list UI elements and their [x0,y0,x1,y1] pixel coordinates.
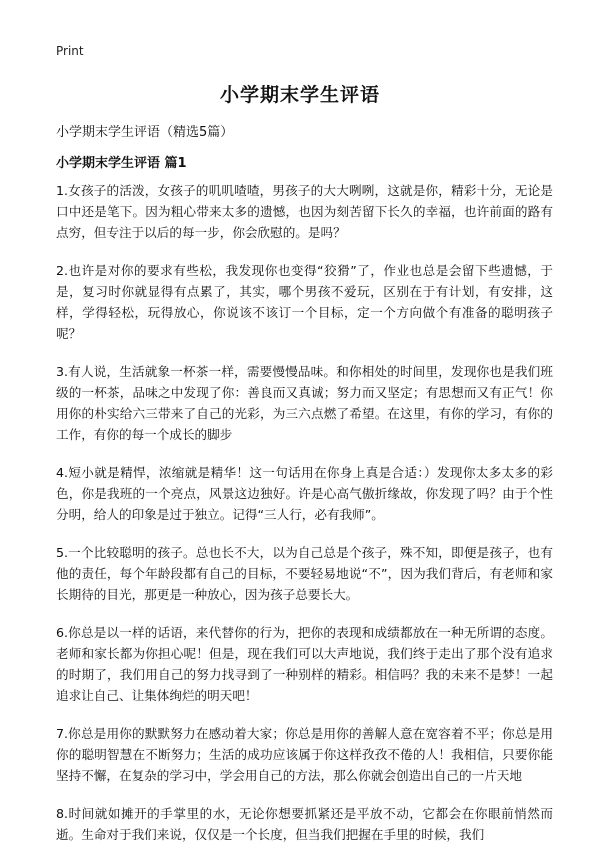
document-title: 小学期末学生评语 [219,84,380,106]
print-label[interactable]: Print [56,44,84,58]
comment-paragraph-5: 5.一个比较聪明的孩子。总也长不大，以为自己总是个孩子，殊不知，即便是孩子，也有他的责任，每个年龄段都有自己的目标，不要轻易地说“不”，因为我们背后，有老师和家长期待的目光，那更是一种放心，因为孩子总要长大。 [56,545,553,602]
comment-paragraph-4: 4.短小就是精悍，浓缩就是精华！这一句话用在你身上真是合适：）发现你太多太多的彩色，你是我班的一个亮点，风景这边独好。许是心高气傲折缘故，你发现了吗？由于个性分明，给人的印象是过于独立。记得“三人行，必有我师”。 [56,465,553,522]
comment-paragraph-7: 7.你总是用你的默默努力在感动着大家；你总是用你的善解人意在宽容着不平；你总是用你的聪明智慧在不断努力；生活的成功应该属于你这样孜孜不倦的人！我相信，只要你能坚持不懈，在复杂的学习中，学会用自己的方法，那么你就会创造出自己的一片天地 [56,726,553,783]
comment-paragraph-6: 6.你总是以一样的话语，来代替你的行为，把你的表现和成绩都放在一种无所谓的态度。老师和家长都为你担心呢！但是，现在我们可以大声地说，我们终于走出了那个没有追求的时期了，我们用自己的努力找寻到了一种别样的精彩。相信吗？我的未来不是梦！一起追求让自己、让集体绚烂的明天吧！ [56,625,553,703]
document-subtitle: 小学期末学生评语（精选5篇） [56,125,234,140]
comment-paragraph-3: 3.有人说，生活就象一杯茶一样，需要慢慢品味。和你相处的时间里，发现你也是我们班级的一杯茶，品味之中发现了你：善良而又真诚；努力而又坚定；有思想而又有正气！你用你的朴实给六三带来了自己的光彩，为三六点燃了希望。在这里，有你的学习，有你的工作，有你的每一个成长的脚步 [56,364,553,442]
comment-list [56,180,553,862]
section-heading: 小学期末学生评语 篇1 [56,156,187,171]
comment-paragraph-1: 1.女孩子的活泼，女孩子的叽叽喳喳，男孩子的大大咧咧，这就是你，精彩十分，无论是口中还是笔下。因为粗心带来太多的遗憾，也因为刻苦留下长久的幸福，也许前面的路有点穷，但专注于以后的每一步，你会欣慰的。是吗？ [56,183,553,240]
comment-paragraph-8: 8.时间就如摊开的手掌里的水，无论你想要抓紧还是平放不动，它都会在你眼前悄然而逝。生命对于我们来说，仅仅是一个长度，但当我们把握在手里的时候，我们 [56,806,553,842]
comment-paragraph-2: 2.也许是对你的要求有些松，我发现你也变得“狡猾”了，作业也总是会留下些遗憾，于是，复习时你就显得有点累了，其实，哪个男孩不爱玩，区别在于有计划，有安排，这样，学得轻松，玩得放心，你说该不该订一个目标，定一个方向做个有准备的聪明孩子呢？ [56,263,553,341]
